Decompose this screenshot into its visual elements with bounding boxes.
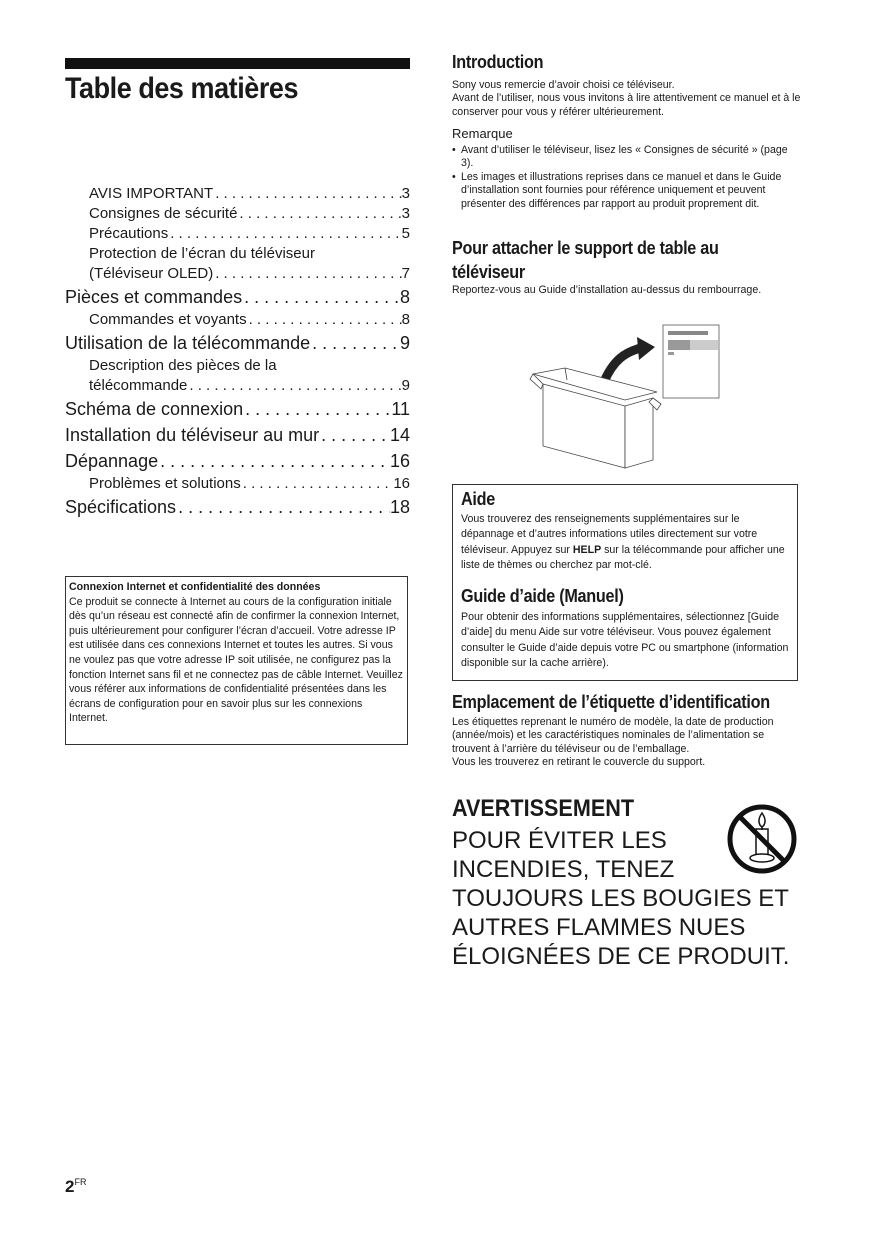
toc-page-number: 18 [389,497,410,517]
toc-title: Table des matières [65,72,299,105]
stand-text: Reportez-vous au Guide d’installation au-dessus du rembourrage. [452,284,762,296]
toc-leader-dots [243,396,391,422]
stand-heading: Pour attacher le support de table au téléviseur [452,238,719,282]
toc-leader-dots [237,204,401,224]
toc-entry: Dépannage . . . 16 [65,448,410,474]
toc-entry: (Téléviseur OLED) . . . 7 [65,264,410,284]
toc-leader-dots [213,264,401,284]
toc-entry: AVIS IMPORTANT . . . 3 [65,184,410,204]
toc-page-number: 11 [391,399,410,419]
guide-text: Pour obtenir des informations supplémentaires, sélectionnez [Guide d’aide] du menu Aide sur votre téléviseur. Vous pouvez également consulter le Guide d’aide depuis votre PC ou smartphone (information disponible sur la cache arrière). [461,611,789,669]
toc-page-number: 8 [399,287,410,307]
toc-entry: Schéma de connexion . . . 11 [65,396,410,422]
toc-page-number: 9 [399,333,410,353]
toc-page-number: 3 [401,205,410,222]
toc-leader-dots [310,330,400,356]
aide-text: Vous trouverez des renseignements supplémentaires sur le dépannage et d’autres informations utiles directement sur votre téléviseur. Appuyez sur HELP sur la télécommande pour afficher une liste de thèmes ou cherchez par mot-clé. [461,513,785,571]
guide-heading: Guide d’aide (Manuel) [461,586,624,606]
remarque-list [452,144,802,211]
toc-leader-dots [247,310,402,330]
help-key: HELP [572,543,602,556]
internet-privacy-text: Ce produit se connecte à Internet au cours de la configuration initiale dès qu’un réseau est connecté afin de confirmer la connexion Internet, puis ultérieurement pour configurer l’écran d’accueil. Votre adresse IP est utilisée dans ces connexions Internet et toutes les autres. Si vous ne voulez pas que votre adresse IP soit utilisée, ne configurez pas la fonction Internet sans fil et ne connectez pas de câble Internet. Veuillez vous référer aux informations de confidentialité présentées dans les écrans de configuration pour en savoir plus sur les connexions Internet. [69,595,403,725]
toc-leader-dots [213,184,401,204]
toc-entry: Description des pièces de la [89,357,277,374]
aide-heading: Aide [461,489,496,509]
toc-page-number: 16 [393,475,410,492]
toc-entry: Précautions . . . 5 [65,224,410,244]
introduction-line-2: Avant de l’utiliser, nous vous invitons à lire attentivement ce manuel et à le conserver pour vous y référer ultérieurement. [452,92,801,118]
toc-entry: Spécifications . . . 18 [65,494,410,520]
toc-entry: télécommande . . . 9 [65,376,410,396]
toc-page-number: 3 [401,185,410,202]
internet-privacy-title: Connexion Internet et confidentialité des données [69,581,321,593]
toc-leader-dots [176,494,390,520]
list-item: • Les images et illustrations reprises dans ce manuel et dans le Guide d’installation sont fournies pour référence uniquement et peuvent présenter des différences par rapport au produit proprement dit. [452,170,782,210]
toc-page-number: 5 [401,225,410,242]
toc-leader-dots [187,376,401,396]
toc-page-number: 16 [389,451,410,471]
toc-leader-dots [319,422,390,448]
list-item: • Avant d’utiliser le téléviseur, lisez les « Consignes de sécurité » (page 3). [452,144,788,170]
aide-box [452,484,798,681]
label-heading: Emplacement de l’étiquette d’identification [452,692,770,712]
toc-entry: Commandes et voyants . . . 8 [65,310,410,330]
toc-entry: Protection de l’écran du téléviseur [89,245,315,262]
warning-text: POUR ÉVITER LES INCENDIES, TENEZ TOUJOURS LES BOUGIES ET AUTRES FLAMMES NUES ÉLOIGNÉES DE CE PRODUIT. [452,827,790,970]
toc-page-number: 8 [401,311,410,328]
introduction-text [452,79,802,119]
toc-leader-dots [241,474,394,494]
table-of-contents [65,184,410,520]
remarque-heading: Remarque [452,126,513,141]
toc-entry: Installation du téléviseur au mur . . . 14 [65,422,410,448]
internet-privacy-box [65,576,408,745]
title-bar [65,58,410,69]
toc-leader-dots [168,224,401,244]
toc-leader-dots [242,284,400,310]
toc-entry: Problèmes et solutions . . . 16 [65,474,410,494]
toc-entry: Consignes de sécurité . . . 3 [65,204,410,224]
warning-heading: AVERTISSEMENT [452,795,635,822]
no-candle-icon [726,803,798,875]
toc-leader-dots [158,448,390,474]
introduction-line-1: Sony vous remercie d’avoir choisi ce téléviseur. [452,79,675,91]
toc-entry: Pièces et commandes . . . 8 [65,284,410,310]
label-text: Les étiquettes reprenant le numéro de modèle, la date de production (année/mois) et les caractéristiques nominales de l’alimentation se trouvent à l’arrière du téléviseur ou de l’emballage. Vous les trouverez en retirant le couvercle du support. [452,716,774,769]
toc-page-number: 9 [401,377,410,394]
toc-page-number: 14 [389,425,410,445]
toc-entry: Utilisation de la télécommande . . . 9 [65,330,410,356]
toc-page-number: 7 [401,265,410,282]
page-number: $2^{FR}$ [65,1177,87,1196]
packaging-illustration [525,322,725,472]
introduction-heading: Introduction [452,52,544,72]
